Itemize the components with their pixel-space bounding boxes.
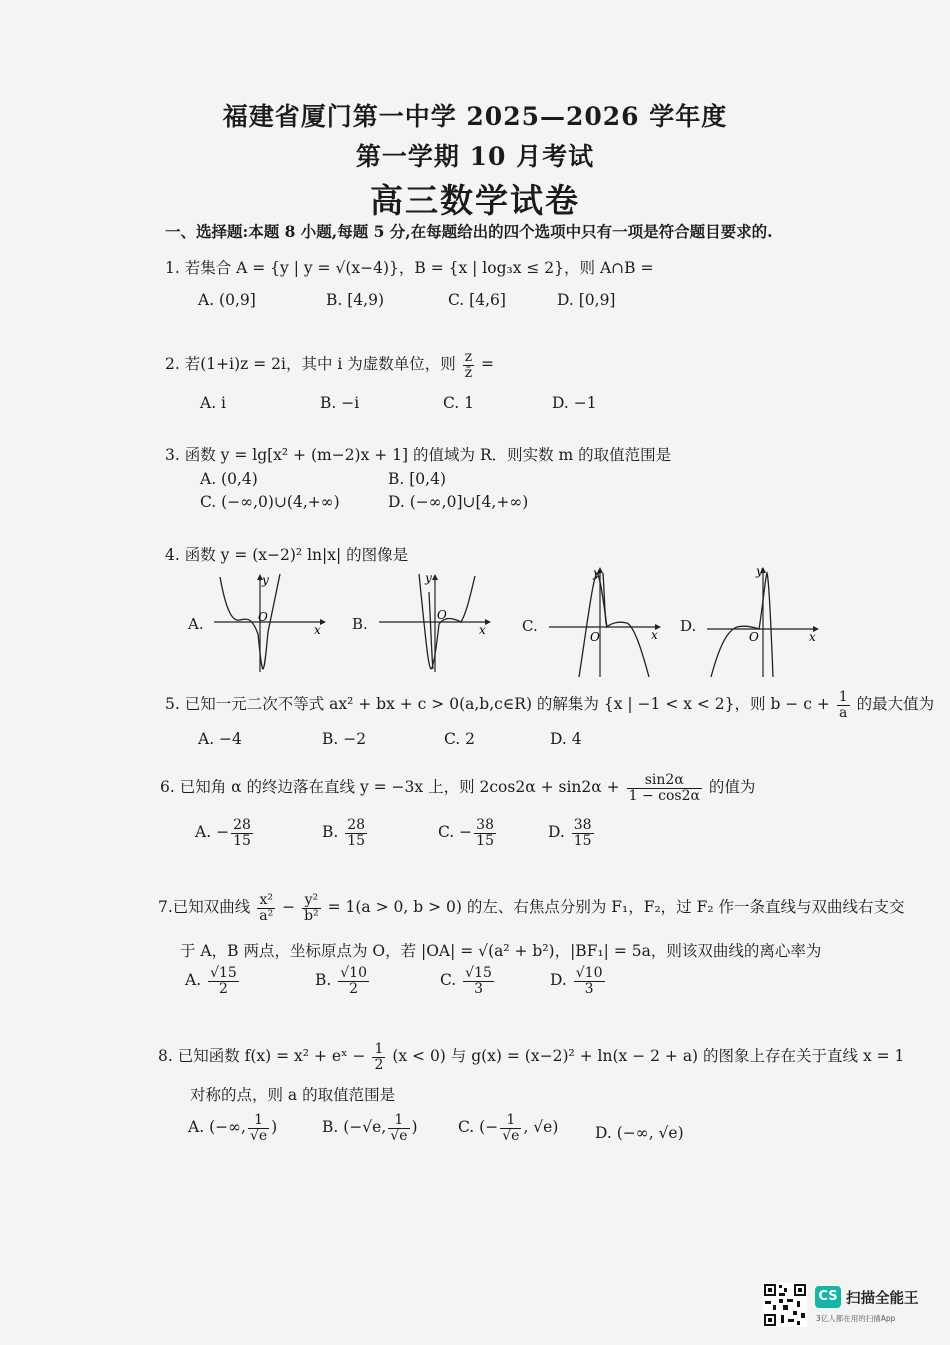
exam-subject-title: 高三数学试卷 <box>370 181 580 220</box>
svg-text:y: y <box>593 566 600 580</box>
q7-stem-text: 7.已知双曲线 <box>158 898 251 917</box>
q7-option-a: A. $\frac{√15}{2}$ <box>185 965 237 997</box>
q8-fraction: $\frac{1}{2}$ <box>374 1041 384 1073</box>
question-3-stem: 3. 函数 y = lg[x² + (m−2)x + 1] 的值域为 R．则实数 m 的取值范围是 <box>165 446 672 464</box>
q5-stem-end: 的最大值为 <box>856 695 935 714</box>
q1-option-a: A. (0,9] <box>198 291 256 309</box>
q4-graph-c <box>545 565 663 680</box>
question-8-stem <box>158 1042 904 1072</box>
svg-text:O: O <box>749 630 759 644</box>
q6-option-c: C. − $\frac{38}{15}$ <box>438 817 494 849</box>
q5-option-d: D. 4 <box>550 730 582 748</box>
q5-option-c: C. 2 <box>444 730 476 748</box>
q6-option-a: A. − $\frac{28}{15}$ <box>195 817 251 849</box>
q4-graph-d <box>703 565 821 680</box>
q7-fraction-x: $\frac{\text{x²}}{\text{a²}}$ <box>259 892 274 924</box>
q2-fraction: $\frac{z}{z̄}$ <box>464 349 473 381</box>
q2-option-a: A. i <box>200 394 227 412</box>
q8-option-c: C. (− $\frac{1}{√e}$ , √e) <box>458 1112 559 1144</box>
q4-option-d: D. <box>680 617 697 635</box>
q6-stem-text: 6. 已知角 α 的终边落在直线 y = −3x 上，则 2cos2α + sin2α + <box>160 778 620 797</box>
svg-text:x: x <box>809 630 816 644</box>
question-5-stem <box>165 690 934 720</box>
svg-text:x: x <box>314 623 321 637</box>
question-7-stem: 7.已知双曲线 $\frac{\text{x²}}{\text{a²}}$ − $\frac{\text{y²}}{\text{b²}}$ = 1(a > 0, b > 0) 的左、右焦点分别为 F₁，F₂，过 F₂ 作一条直线与双曲线右支交 <box>158 892 905 924</box>
q6-stem-end: 的值为 <box>708 778 756 797</box>
svg-text:y: y <box>756 565 763 578</box>
q4-graph-a <box>210 572 328 674</box>
q2-stem-text: 2. 若(1+i)z = 2i，其中 i 为虚数单位，则 <box>165 355 456 374</box>
q5-option-b: B. −2 <box>322 730 367 748</box>
q3-option-a: A. (0,4) <box>200 470 258 488</box>
svg-text:x: x <box>479 623 486 637</box>
question-8-stem-line2: 对称的点，则 a 的取值范围是 <box>190 1086 396 1104</box>
q7-option-c: C. $\frac{√15}{3}$ <box>440 965 492 997</box>
q8-stem-text: 8. 已知函数 f(x) = x² + eˣ − <box>158 1047 366 1066</box>
svg-text:y: y <box>262 573 269 587</box>
svg-text:O: O <box>437 608 447 622</box>
question-6-stem <box>160 773 755 803</box>
q4-option-c: C. <box>522 617 538 635</box>
q8-option-d: D. (−∞, √e) <box>595 1124 684 1142</box>
q2-option-b: B. −i <box>320 394 360 412</box>
q4-graph-b <box>375 572 493 674</box>
q6-option-d: D. $\frac{38}{15}$ <box>548 817 592 849</box>
svg-text:O: O <box>258 610 268 624</box>
q5-stem-text: 5. 已知一元二次不等式 ax² + bx + c > 0(a,b,c∈R) 的解集为 {x | −1 < x < 2}，则 b − c + <box>165 695 830 714</box>
section-heading: 一、选择题:本题 8 小题,每题 5 分,在每题给出的四个选项中只有一项是符合题目要求的. <box>165 222 773 241</box>
q7-option-d: D. $\frac{√10}{3}$ <box>550 965 603 997</box>
q8-option-b: B. (−√e, $\frac{1}{√e}$ ) <box>322 1112 418 1144</box>
q6-fraction: $\frac{\sin 2\alpha}{1 - \cos 2\alpha}$ <box>628 772 700 804</box>
question-1-stem: 1. 若集合 A = {y | y = √(x−4)}，B = {x | log₃x ≤ 2}，则 A∩B = <box>165 259 654 277</box>
svg-text:x: x <box>651 628 658 642</box>
q3-option-d: D. (−∞,0]∪[4,+∞) <box>388 493 529 511</box>
camscanner-name: 扫描全能王 <box>846 1291 919 1307</box>
qr-code-icon <box>763 1283 807 1327</box>
q4-option-b: B. <box>352 615 368 633</box>
q5-fraction: $\frac{1}{a}$ <box>838 689 848 721</box>
svg-text:O: O <box>590 630 600 644</box>
q5-option-a: A. −4 <box>198 730 242 748</box>
q7-fraction-y: $\frac{\text{y²}}{\text{b²}}$ <box>304 892 319 924</box>
question-7-stem-line2: 于 A，B 两点，坐标原点为 O，若 |OA| = √(a² + b²)，|BF₁| = 5a，则该双曲线的离心率为 <box>180 942 822 960</box>
q2-option-c: C. 1 <box>443 394 475 412</box>
camscanner-slogan: 3亿人都在用的扫描App <box>816 1314 896 1323</box>
school-title: 福建省厦门第一中学 2025—2026 学年度 <box>222 102 728 131</box>
q2-option-d: D. −1 <box>552 394 597 412</box>
exam-term: 第一学期 10 月考试 <box>355 142 595 171</box>
q2-stem-end: = <box>481 355 495 374</box>
question-2-stem <box>165 350 494 380</box>
q1-option-c: C. [4,6] <box>448 291 506 309</box>
q7-stem-end: = 1(a > 0, b > 0) 的左、右焦点分别为 F₁，F₂，过 F₂ 作一条直线与双曲线右支交 <box>327 898 905 917</box>
q7-option-b: B. $\frac{√10}{2}$ <box>315 965 368 997</box>
q3-option-b: B. [0,4) <box>388 470 446 488</box>
camscanner-logo: CS <box>815 1286 841 1308</box>
q8-option-a: A. (−∞, $\frac{1}{√e}$ ) <box>188 1112 278 1144</box>
q6-option-b: B. $\frac{28}{15}$ <box>322 817 366 849</box>
q1-option-d: D. [0,9] <box>557 291 616 309</box>
q8-stem-end: (x < 0) 与 g(x) = (x−2)² + ln(x − 2 + a) 的图象上存在关于直线 x = 1 <box>392 1047 905 1066</box>
question-4-stem: 4. 函数 y = (x−2)² ln|x| 的图像是 <box>165 546 409 564</box>
q3-option-c: C. (−∞,0)∪(4,+∞) <box>200 493 340 511</box>
q4-option-a: A. <box>188 615 204 633</box>
svg-text:y: y <box>425 572 432 585</box>
q1-option-b: B. [4,9) <box>326 291 384 309</box>
